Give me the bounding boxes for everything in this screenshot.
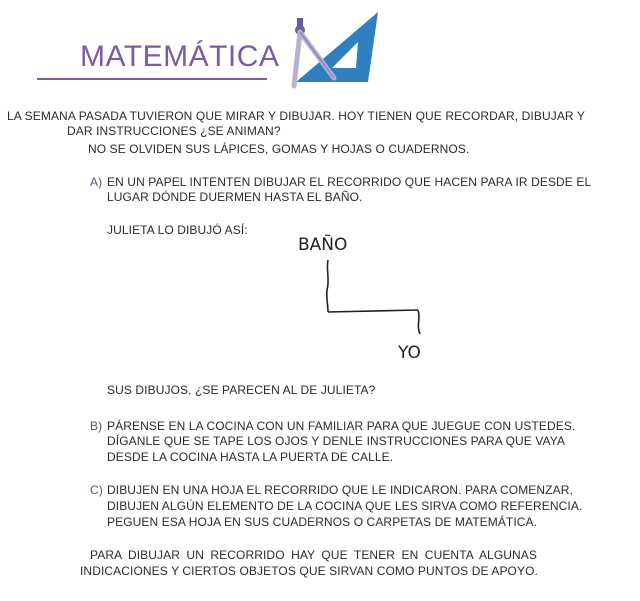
julieta-caption: JULIETA LO DIBUJÓ ASÍ: bbox=[107, 223, 248, 237]
closing-line-2: INDICACIONES Y CIERTOS OBJETOS QUE SIRVAN COMO PUNTOS DE APOYO. bbox=[80, 564, 538, 578]
route-start-label: BAÑO bbox=[298, 235, 348, 255]
section-b-line-3: DESDE LA COCINA HASTA LA PUERTA DE CALLE. bbox=[107, 450, 394, 464]
section-c-line-1: DIBUJEN EN UNA HOJA EL RECORRIDO QUE LE INDICARON. PARA COMENZAR, bbox=[107, 483, 573, 497]
intro-line-2: DAR INSTRUCCIONES ¿SE ANIMAN? bbox=[67, 124, 281, 138]
section-a-line-1: EN UN PAPEL INTENTEN DIBUJAR EL RECORRIDO QUE HACEN PARA IR DESDE EL bbox=[107, 175, 592, 189]
route-end-label: YO bbox=[398, 343, 421, 363]
section-b-line-1: PÁRENSE EN LA COCINA CON UN FAMILIAR PARA QUE JUEGUE CON USTEDES. bbox=[107, 419, 576, 433]
section-c-line-2: DIBUJEN ALGÚN ELEMENTO DE LA COCINA QUE LES SIRVA COMO REFERENCIA. bbox=[107, 499, 583, 513]
route-vertical-segment bbox=[327, 260, 328, 312]
route-horizontal-segment bbox=[328, 310, 418, 312]
section-a-line-2: LUGAR DÓNDE DUERMEN HASTA EL BAÑO. bbox=[107, 190, 363, 204]
page-title: MATEMÁTICA bbox=[80, 40, 280, 73]
section-a-question: SUS DIBUJOS, ¿SE PARECEN AL DE JULIETA? bbox=[107, 383, 376, 397]
title-underline bbox=[37, 78, 267, 80]
intro-line-3: NO SE OLVIDEN SUS LÁPICES, GOMAS Y HOJAS O CUADERNOS. bbox=[88, 142, 470, 156]
section-a-label: A) bbox=[90, 175, 103, 189]
route-end-segment bbox=[418, 310, 420, 334]
route-sketch bbox=[290, 230, 450, 370]
intro-line-1: LA SEMANA PASADA TUVIERON QUE MIRAR Y DIBUJAR. HOY TIENEN QUE RECORDAR, DIBUJAR Y bbox=[7, 109, 586, 123]
section-b-label: B) bbox=[90, 419, 103, 433]
closing-line-1: PARA DIBUJAR UN RECORRIDO HAY QUE TENER EN CUENTA ALGUNAS bbox=[90, 548, 538, 562]
section-c-line-3: PEGUEN ESA HOJA EN SUS CUADERNOS O CARPETAS DE MATEMÁTICA. bbox=[107, 515, 538, 529]
section-c-label: C) bbox=[90, 483, 103, 497]
compass-and-set-square-icon bbox=[288, 10, 383, 90]
section-b-line-2: DÍGANLE QUE SE TAPE LOS OJOS Y DENLE INSTRUCCIONES PARA QUE VAYA bbox=[107, 434, 566, 448]
